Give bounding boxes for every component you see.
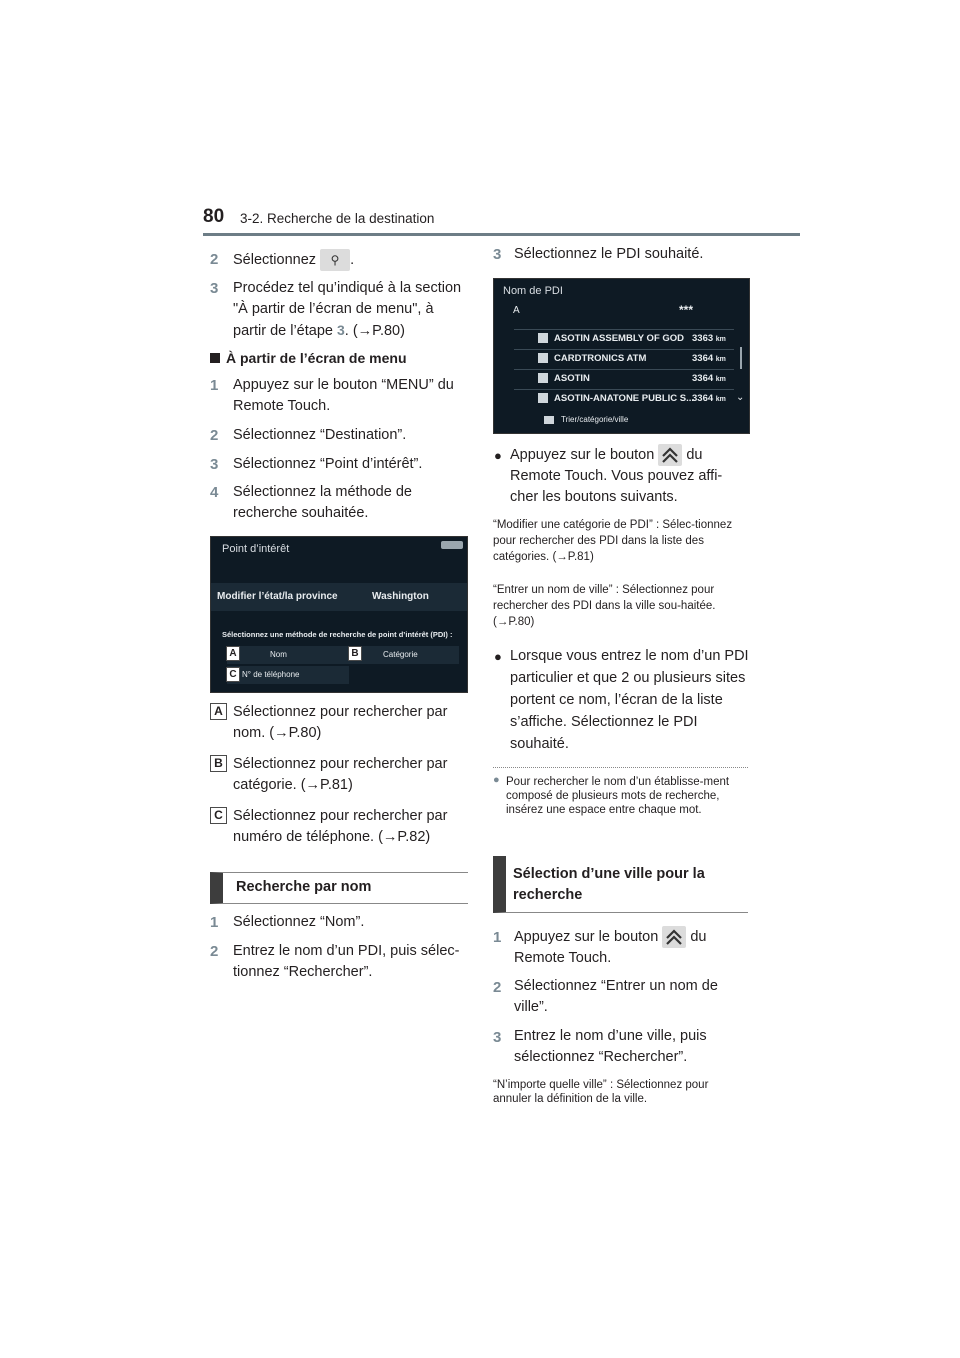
section-heading-text: Sélection d’une ville pour la recherche bbox=[513, 866, 705, 903]
step-text: Entrez le nom d’une ville, puis sélectionnez “Rechercher”. bbox=[514, 1028, 707, 1065]
step-number: 4 bbox=[210, 484, 219, 501]
callout-badge-a: A bbox=[226, 646, 240, 661]
distance-value: 3363 bbox=[692, 333, 714, 344]
section-title: 3-2. Recherche de la destination bbox=[240, 211, 435, 226]
poi-name: ASOTIN bbox=[554, 373, 590, 384]
step-text: Entrez le nom d’un PDI, puis sélec-tionnez “Rechercher”. bbox=[233, 943, 460, 980]
step-text: Sélectionnez la méthode de recherche souhaitée. bbox=[233, 484, 412, 521]
callout-badge-b: B bbox=[348, 646, 362, 661]
distance-unit: km bbox=[715, 396, 726, 403]
legend-badge-c: C bbox=[210, 807, 227, 824]
step-number: 2 bbox=[210, 251, 219, 268]
poi-pin-icon: ⚲ bbox=[320, 249, 350, 271]
step-text: Sélectionnez “Point d’intérêt”. bbox=[233, 456, 423, 472]
subheading bbox=[210, 350, 407, 366]
step-text-a: Appuyez sur le bouton bbox=[514, 928, 659, 945]
screen-title: Point d’intérêt bbox=[222, 543, 290, 555]
step-text bbox=[514, 926, 744, 969]
option-nom bbox=[227, 646, 349, 664]
step-number: 1 bbox=[210, 914, 219, 931]
bullet-text: Lorsque vous entrez le nom d’un PDI particulier et que 2 ou plusieurs sites portent ce nom, l’écran de la liste s’affiche. Sélectionnez le PDI souhaité. bbox=[510, 648, 749, 752]
bullet-text-b: du Remote Touch. Vous pouvez affi-cher les boutons suivants. bbox=[510, 446, 723, 505]
double-chevron-up-icon bbox=[662, 926, 686, 948]
poi-row bbox=[514, 349, 734, 368]
state-row bbox=[211, 583, 467, 611]
page-number: 80 bbox=[203, 206, 225, 227]
note-bullet-icon: ● bbox=[493, 774, 500, 786]
option-label: Catégorie bbox=[383, 650, 418, 659]
step-number: 2 bbox=[210, 943, 219, 960]
distance-unit: km bbox=[715, 376, 726, 383]
info-paragraph: “Modifier une catégorie de PDI” : Sélec-tionnez pour rechercher des PDI dans la liste des catégories. (→P.81) bbox=[493, 519, 733, 563]
poi-distance bbox=[692, 353, 726, 364]
state-label: Modifier l’état/la province bbox=[217, 591, 338, 602]
search-letter: A bbox=[513, 305, 520, 316]
step-text: Sélectionnez le PDI souhaité. bbox=[514, 246, 704, 262]
step-text-main: Procédez tel qu’indiqué à la section "À partir de l’écran de menu", à partir de l’étape bbox=[233, 280, 462, 339]
legend-text: Sélectionnez pour rechercher par nom. (→P.80) bbox=[233, 704, 448, 741]
note-divider bbox=[493, 767, 748, 769]
poi-name: ASOTIN-ANATONE PUBLIC S... bbox=[554, 393, 695, 404]
bullet-text-a: Appuyez sur le bouton bbox=[510, 446, 655, 463]
bullet-icon: ● bbox=[494, 448, 502, 463]
poi-row bbox=[514, 389, 734, 408]
legend-badge-a: A bbox=[210, 703, 227, 720]
screen-title: Nom de PDI bbox=[503, 285, 563, 297]
distance-value: 3364 bbox=[692, 373, 714, 384]
bullet-text bbox=[510, 444, 750, 508]
legend-badge-b: B bbox=[210, 755, 227, 772]
subheading-text: À partir de l’écran de menu bbox=[226, 350, 407, 366]
step-number: 1 bbox=[493, 929, 502, 946]
option-categorie bbox=[349, 646, 459, 664]
step-text-a: Sélectionnez bbox=[233, 251, 317, 268]
option-telephone bbox=[227, 666, 349, 684]
poi-distance bbox=[692, 393, 726, 404]
sort-icon bbox=[544, 416, 554, 424]
step-number: 3 bbox=[493, 1029, 502, 1046]
square-bullet-icon bbox=[210, 353, 220, 363]
sort-button-label: Trier/catégorie/ville bbox=[561, 415, 629, 424]
info-paragraph: “Entrer un nom de ville” : Sélectionnez pour rechercher des PDI dans la ville sou-haitée. (→P.80) bbox=[493, 584, 716, 628]
poi-name-screen bbox=[493, 278, 750, 434]
poi-category-icon bbox=[538, 333, 548, 343]
status-icons bbox=[441, 541, 463, 549]
callout-badge-c: C bbox=[226, 667, 240, 682]
step-text-b: . bbox=[350, 251, 355, 268]
step-text bbox=[233, 278, 468, 342]
search-stars: *** bbox=[679, 303, 694, 317]
distance-unit: km bbox=[715, 336, 726, 343]
info-paragraph: “N’importe quelle ville” : Sélectionnez pour annuler la définition de la ville. bbox=[493, 1079, 709, 1105]
section-heading-text: Recherche par nom bbox=[236, 879, 372, 895]
screen-prompt: Sélectionnez une méthode de recherche de point d’intérêt (PDI) : bbox=[222, 630, 453, 639]
poi-category-icon bbox=[538, 373, 548, 383]
distance-value: 3364 bbox=[692, 353, 714, 364]
step-number: 3 bbox=[493, 246, 502, 263]
bullet-icon: ● bbox=[494, 649, 502, 664]
note-text: Pour rechercher le nom d’un établisse-ment composé de plusieurs mots de recherche, insérez une espace entre chaque mot. bbox=[506, 776, 730, 816]
distance-value: 3364 bbox=[692, 393, 714, 404]
page-ref: . (→P.80) bbox=[344, 323, 405, 339]
step-text: Sélectionnez “Nom”. bbox=[233, 914, 365, 930]
step-text-b: du Remote Touch. bbox=[514, 928, 707, 966]
poi-category-icon bbox=[538, 353, 548, 363]
poi-screen bbox=[210, 536, 468, 693]
poi-distance bbox=[692, 373, 726, 384]
option-label: Nom bbox=[270, 650, 287, 659]
step-text bbox=[233, 249, 354, 271]
section-heading bbox=[493, 856, 748, 913]
distance-unit: km bbox=[715, 356, 726, 363]
poi-row bbox=[514, 369, 734, 388]
step-number: 2 bbox=[210, 427, 219, 444]
section-heading bbox=[210, 872, 468, 904]
poi-distance bbox=[692, 333, 726, 344]
scrollbar-thumb bbox=[740, 347, 742, 369]
poi-row bbox=[514, 329, 734, 348]
chevron-down-icon: ⌄ bbox=[736, 392, 745, 403]
legend-text: Sélectionnez pour rechercher par catégorie. (→P.81) bbox=[233, 756, 448, 793]
step-text: Appuyez sur le bouton “MENU” du Remote Touch. bbox=[233, 377, 454, 414]
step-text: Sélectionnez “Entrer un nom de ville”. bbox=[514, 978, 718, 1015]
legend-text: Sélectionnez pour rechercher par numéro de téléphone. (→P.82) bbox=[233, 808, 448, 845]
state-value: Washington bbox=[372, 591, 429, 602]
double-chevron-up-icon bbox=[658, 444, 682, 466]
step-number: 2 bbox=[493, 979, 502, 996]
header-rule bbox=[203, 233, 800, 236]
step-number: 3 bbox=[210, 280, 219, 297]
step-ref-number: 3 bbox=[336, 322, 345, 338]
poi-name: CARDTRONICS ATM bbox=[554, 353, 647, 364]
step-number: 3 bbox=[210, 456, 219, 473]
step-number: 1 bbox=[210, 377, 219, 394]
option-label: N° de téléphone bbox=[242, 670, 300, 679]
poi-category-icon bbox=[538, 393, 548, 403]
step-text: Sélectionnez “Destination”. bbox=[233, 427, 407, 443]
poi-name: ASOTIN ASSEMBLY OF GOD bbox=[554, 333, 685, 344]
